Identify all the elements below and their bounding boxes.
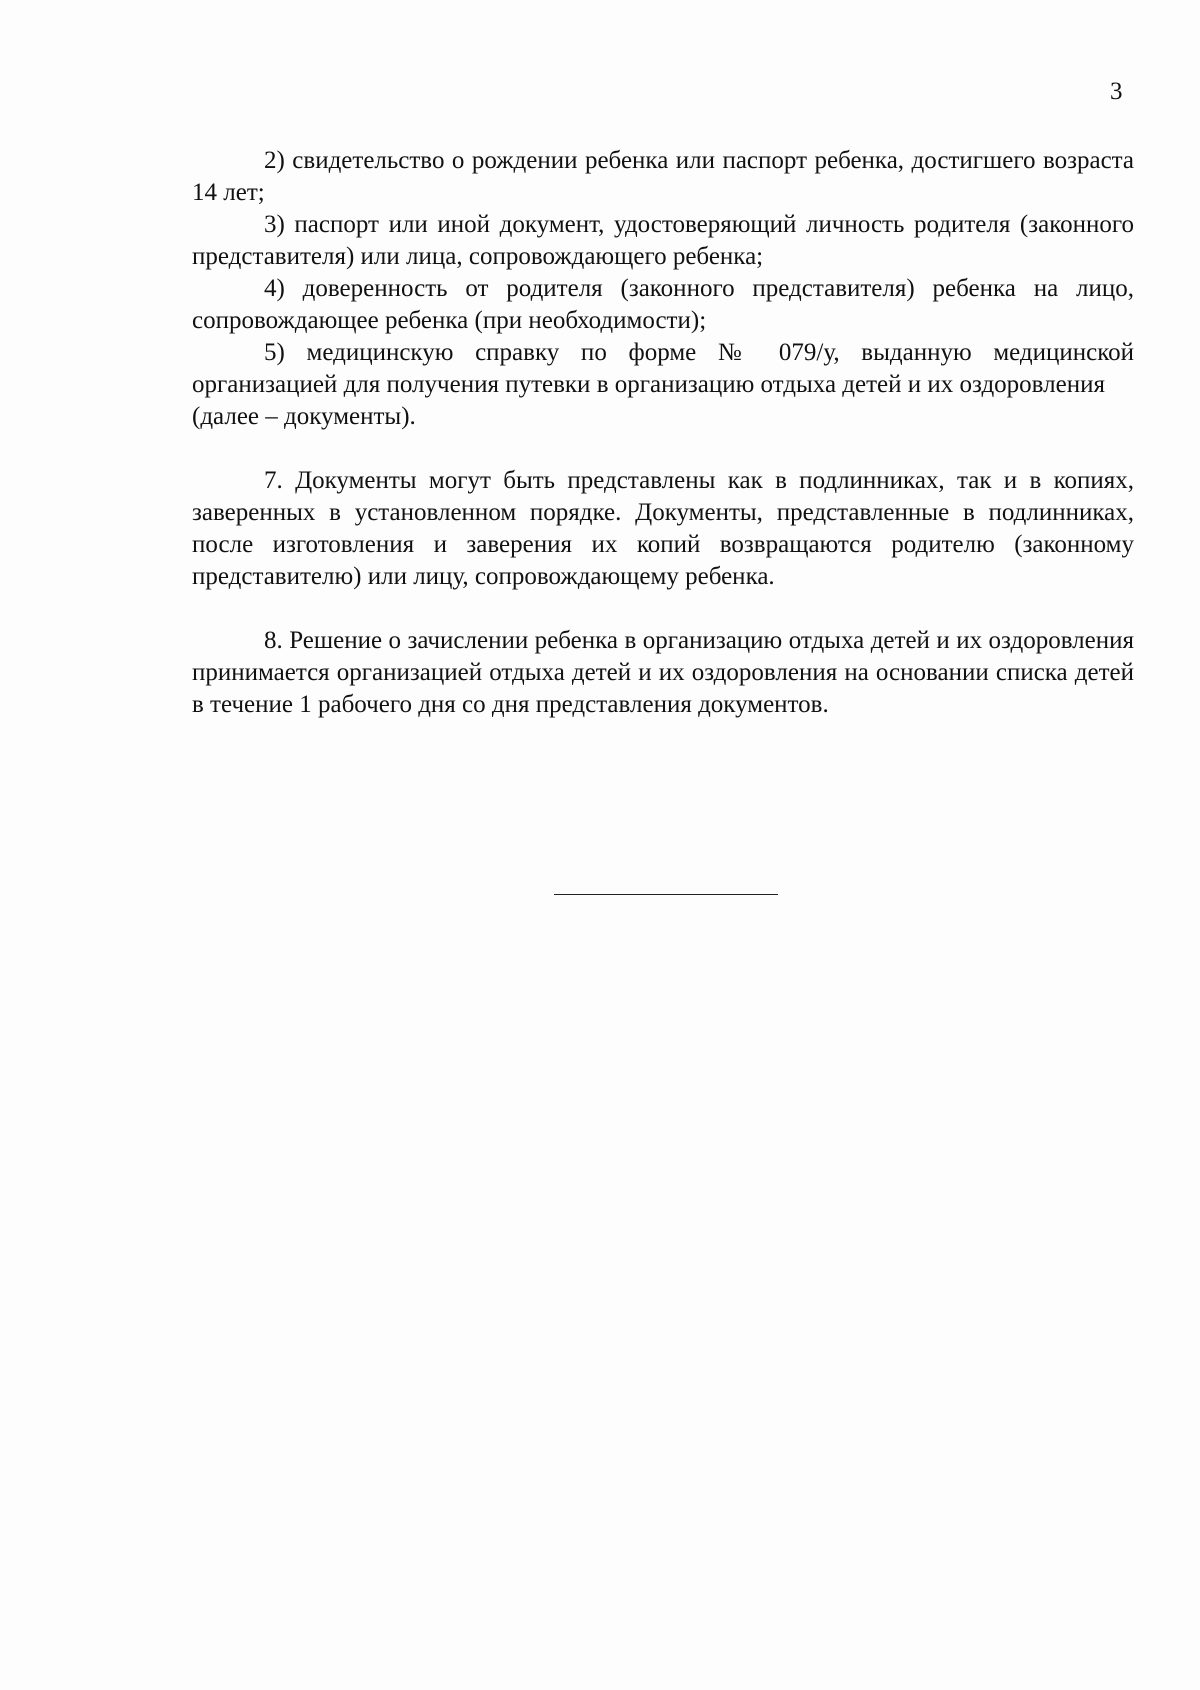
page-number: 3	[1110, 78, 1123, 105]
list-item-birth-certificate: 2) свидетельство о рождении ребенка или паспорт ребенка, достигшего возраста 14 лет;	[192, 147, 1134, 206]
list-item-medical-certificate: 5) медицинскую справку по форме № 079/у, выданную медицинской организацией для получения путевки в организацию отдыха детей и их оздоровления	[192, 339, 1134, 398]
list-item-power-of-attorney: 4) доверенность от родителя (законного представителя) ребенка на лицо, сопровождающее ребенка (при необходимости);	[192, 275, 1134, 334]
document-body	[192, 145, 1134, 721]
paragraph-8-enrollment-decision: 8. Решение о зачислении ребенка в организацию отдыха детей и их оздоровления принимается организацией отдыха детей и их оздоровления на основании списка детей в течение 1 рабочего дня со дня представления документов.	[192, 627, 1134, 718]
closing-divider	[554, 894, 778, 895]
list-summary: (далее – документы).	[192, 403, 416, 430]
list-item-parent-passport: 3) паспорт или иной документ, удостоверяющий личность родителя (законного представителя) или лица, сопровождающего ребенка;	[192, 211, 1134, 270]
paragraph-7-documents: 7. Документы могут быть представлены как в подлинниках, так и в копиях, заверенных в установленном порядке. Документы, представленные в подлинниках, после изготовления и заверения их копий возвращаются родителю (законному представителю) или лицу, сопровождающему ребенка.	[192, 467, 1134, 590]
